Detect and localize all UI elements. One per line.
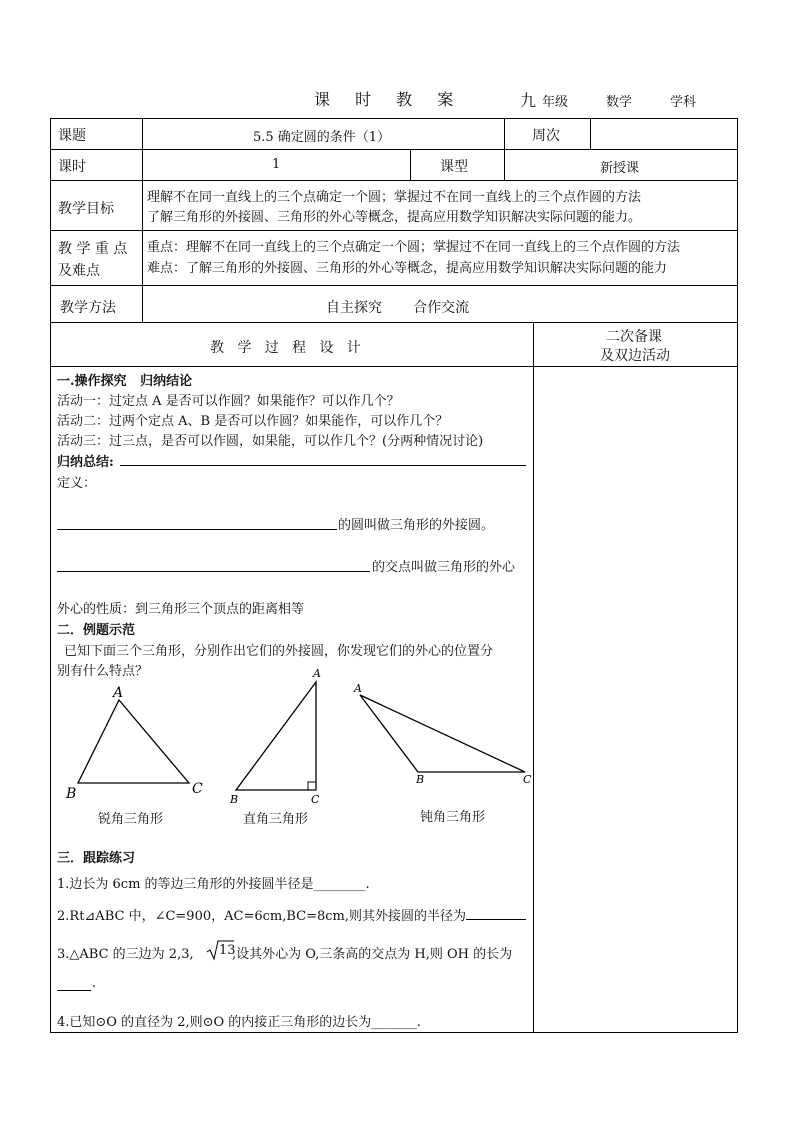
goal-label: 教学目标 <box>58 201 114 217</box>
example-text-line-2: 别有什么特点？ <box>57 664 149 679</box>
exercise-3-end: . <box>92 976 97 991</box>
subject: 数学 <box>606 95 633 110</box>
topic-value: 5.5 确定圆的条件（1） <box>253 130 391 145</box>
exercise-4: 4.已知⊙O 的直径为 2,则⊙O 的内接正三角形的边长为_______. <box>57 1015 421 1030</box>
right-angle-mark <box>308 782 316 790</box>
summary-label: 归纳总结: <box>57 455 114 470</box>
type-label: 课型 <box>440 159 468 175</box>
sqrt-value: 13 <box>219 943 236 958</box>
exercise-1: 1.边长为 6cm 的等边三角形的外接圆半径是________. <box>57 877 370 892</box>
key-label-line-2: 及难点 <box>58 263 100 279</box>
section-2-title: 二．例题示范 <box>57 623 136 638</box>
period-value: 1 <box>272 157 281 172</box>
method-value: 自主探究 合作交流 <box>326 300 470 316</box>
key-label-line-1: 教 学 重 点 <box>58 241 128 257</box>
definition-1-suffix: 的圆叫做三角形的外接圆。 <box>338 518 495 533</box>
section-1-title: 一.操作探究 归纳结论 <box>57 374 193 389</box>
subject-label: 学科 <box>670 95 697 110</box>
key-point-line: 重点：理解不在同一直线上的三个点确定一个圆；掌握过不在同一直线上的三个点作圆的方法 <box>147 240 681 255</box>
acute-label-c: C <box>192 781 203 797</box>
exercise-3-part-b: ,设其外心为 O,三条高的交点为 H,则 OH 的长为 <box>232 947 513 962</box>
activity-2: 活动二：过两个定点 A、B 是否可以作圆？如果能作，可以作几个？ <box>57 414 449 429</box>
right-label-a: A <box>313 668 321 680</box>
week-label: 周次 <box>532 128 560 144</box>
acute-triangle <box>78 700 189 783</box>
exercise-3-blank <box>57 990 91 991</box>
process-header: 教 学 过 程 设 计 <box>210 340 361 356</box>
section-3-title: 三．跟踪练习 <box>57 851 136 866</box>
definition-2-blank <box>57 571 370 572</box>
obtuse-label-c: C <box>523 773 532 786</box>
triangles-figure <box>56 668 534 803</box>
acute-label-a: A <box>113 685 124 701</box>
activity-1: 活动一：过定点 A 是否可以作圆？如果能作？可以作几个？ <box>57 394 400 409</box>
method-label: 教学方法 <box>60 300 116 316</box>
right-triangle <box>236 682 316 790</box>
obtuse-caption: 钝角三角形 <box>420 810 486 825</box>
definition-1-blank <box>57 529 337 530</box>
exercise-2-blank <box>466 919 526 920</box>
obtuse-label-a: A <box>354 682 362 695</box>
side-header-line-1: 二次备课 <box>606 329 662 345</box>
grade-label: 年级 <box>542 95 569 110</box>
circumcenter-property: 外心的性质：到三角形三个顶点的距离相等 <box>57 602 305 617</box>
activity-3: 活动三：过三点，是否可以作圆，如果能，可以作几个？(分两种情况讨论) <box>57 434 484 449</box>
side-header-line-2: 及双边活动 <box>600 348 670 364</box>
exercise-3-part-a: 3.△ABC 的三边为 2,3, <box>57 947 194 962</box>
acute-caption: 锐角三角形 <box>98 812 164 827</box>
exercise-2: 2.Rt⊿ABC 中，∠C=900，AC=6cm,BC=8cm,则其外接圆的半径为 <box>57 909 466 924</box>
acute-label-b: B <box>66 786 77 802</box>
type-value: 新授课 <box>600 161 640 176</box>
summary-blank <box>120 465 526 466</box>
topic-label: 课题 <box>58 128 86 144</box>
goal-line-2: 了解三角形的外接圆、三角形的外心等概念，提高应用数学知识解决实际问题的能力。 <box>147 210 642 225</box>
definition-label: 定义： <box>57 476 97 491</box>
period-label: 课时 <box>58 159 86 175</box>
obtuse-triangle <box>360 695 525 772</box>
grade-number: 九 <box>520 91 537 110</box>
right-caption: 直角三角形 <box>243 812 309 827</box>
obtuse-label-b: B <box>416 773 425 786</box>
right-label-b: B <box>230 793 239 803</box>
example-text-line-1: 已知下面三个三角形，分别作出它们的外接圆，你发现它们的外心的位置分 <box>64 644 494 659</box>
difficult-point-line: 难点：了解三角形的外接圆、三角形的外心等概念，提高应用数学知识解决实际问题的能力 <box>147 261 668 276</box>
doc-title: 课 时 教 案 <box>314 90 464 109</box>
right-label-c: C <box>311 793 320 803</box>
definition-2-suffix: 的交点叫做三角形的外心 <box>372 560 516 575</box>
goal-line-1: 理解不在同一直线上的三个点确定一个圆；掌握过不在同一直线上的三个点作圆的方法 <box>147 190 642 205</box>
